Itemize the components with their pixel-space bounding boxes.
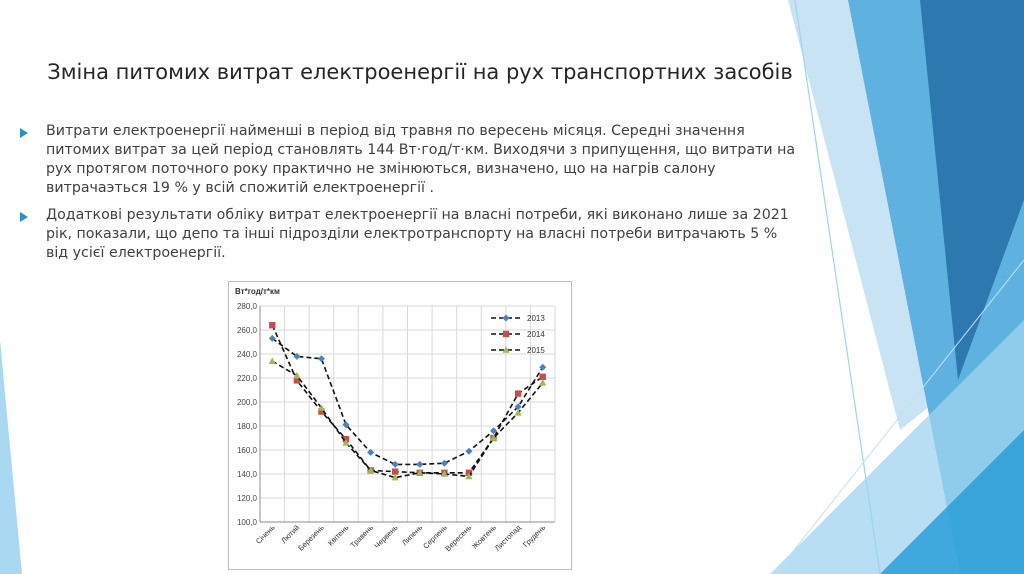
x-tick-label: Березень xyxy=(296,523,326,553)
data-point-square xyxy=(503,331,509,337)
y-tick-label: 120,0 xyxy=(236,494,257,503)
data-point-diamond xyxy=(416,461,423,468)
y-axis-title: Вт*год/т*км xyxy=(235,287,280,296)
y-tick-label: 180,0 xyxy=(236,422,257,431)
data-point-square xyxy=(269,322,275,328)
data-point-diamond xyxy=(465,448,472,455)
x-tick-label: Квітень xyxy=(325,523,351,548)
bullet-item xyxy=(20,122,800,198)
x-tick-label: Лютий xyxy=(279,523,302,546)
line-chart xyxy=(229,282,571,569)
chart-frame xyxy=(228,281,572,570)
x-tick-label: Липень xyxy=(399,523,425,548)
y-tick-label: 100,0 xyxy=(236,518,257,527)
x-tick-label: Жовтень xyxy=(470,523,498,551)
triangle-bullet-icon xyxy=(20,128,28,138)
x-tick-label: Листопад xyxy=(492,523,523,553)
x-tick-label: Вересень xyxy=(443,523,474,554)
bullet-text: Витрати електроенергії найменші в період від травня по вересень місяця. Середні значення питомих витрат за цей період становлять 144 Вт·год/т·км. Виходячи з припущення, що витрати на рух протягом поточного року практично не змінюються, визначено, що на нагрів салону витрачаэться 19 % у всій спожитій електроенергії . xyxy=(46,123,796,196)
x-tick-label: Червень xyxy=(372,523,400,551)
y-tick-label: 160,0 xyxy=(236,446,257,455)
y-tick-label: 220,0 xyxy=(236,374,257,383)
y-tick-label: 240,0 xyxy=(236,350,257,359)
y-tick-label: 280,0 xyxy=(236,302,257,311)
slide-title: Зміна питомих витрат електроенергії на рух транспортних засобів xyxy=(47,60,793,84)
x-tick-label: Грудень xyxy=(521,523,548,550)
data-point-diamond xyxy=(441,460,448,467)
data-point-triangle xyxy=(269,357,276,364)
bullet-text: Додаткові результати обліку витрат електроенергії на власні потреби, які виконано лише за 2021 рік, показали, що депо та інші підрозділи електротранспорту на власні потреби витрачають 5 % від усієї електроенергії. xyxy=(46,207,789,261)
data-point-square xyxy=(515,390,521,396)
data-point-diamond xyxy=(392,461,399,468)
decor-shape-left xyxy=(0,340,22,574)
x-tick-label: Серпень xyxy=(421,523,449,551)
legend-label: 2013 xyxy=(527,314,545,323)
bullet-list xyxy=(20,122,800,271)
data-point-diamond xyxy=(503,315,510,322)
y-tick-label: 200,0 xyxy=(236,398,257,407)
legend-label: 2015 xyxy=(527,346,545,355)
bullet-item xyxy=(20,206,800,263)
x-tick-label: Січень xyxy=(253,523,277,546)
data-point-diamond xyxy=(318,355,325,362)
legend-label: 2014 xyxy=(527,330,545,339)
x-tick-label: Травень xyxy=(348,523,376,550)
triangle-bullet-icon xyxy=(20,212,28,222)
y-tick-label: 140,0 xyxy=(236,470,257,479)
y-tick-label: 260,0 xyxy=(236,326,257,335)
